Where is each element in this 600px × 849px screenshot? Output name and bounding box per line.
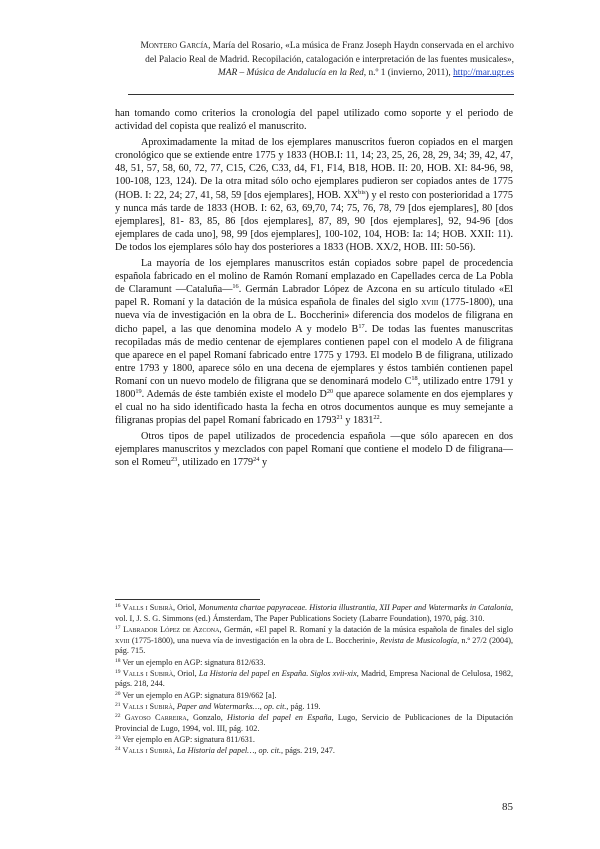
footnotes <box>115 603 513 757</box>
footnote-author: Gayoso Carreira <box>124 713 187 723</box>
footnote-text: , pág. 119. <box>286 701 321 711</box>
paragraph-2-text-cont: ) y el resto con posterioridad a 1775 y nunca más tarde de 1833 (HOB. I: 62, 63, 69,70, 74; 75, 76, 78, 79 [dos ejemplares], 80 [dos ejemplares], 81- 83, 85, 86 [dos ejemplares], 87, 89, 90 [dos ejemplares], 92, 94-96 [dos ejemplares de cada uno], 98, 99 [dos ejemplares], 100-102, 104, HOB: Ia: 14; HOB. XXII: 11). De todos los ejemplares sólo hay dos posteriores a 1833 (HOB. XX/2, HOB. III: 50-56). <box>115 189 513 253</box>
footnote-number: 21 <box>115 701 121 708</box>
footnote-text: , vol. I, J. S. G. Simmons (ed.) Ámsterdam, The Paper Publications Society (Labarre Foundation), 1970, pág. 310. <box>115 603 513 623</box>
paragraph-3-text: , utilizado entre 1791 y 1800 <box>115 375 513 400</box>
century-numeral: xviii <box>115 635 130 645</box>
footnote-number: 20 <box>115 690 121 697</box>
footnote-number: 17 <box>115 624 121 631</box>
footnote-text: Ver un ejemplo en AGP: signatura 819/662 [a]. <box>122 690 277 700</box>
header-divider <box>128 94 514 95</box>
footnote-text: , <box>172 746 177 756</box>
paragraph-2-text: Aproximadamente la mitad de los ejemplares manuscritos fueron copiados en el margen cronológico que se extiende entre 1775 y 1833 (HOB.I: 11, 14; 23, 25, 26, 28, 29, 34; 39, 42, 47, 48, 51, 57, 58, 60, 72, 77, C15, C26, C33, d4, F1, F14, B18, HOB. II: 20, HOB. XI: 84-96, 98, 100-108, 123, 124). De la otra mitad sólo ocho ejemplares pudieron ser copiados antes de 1775 (HOB. I: 22, 24; 27, 41, 58, 59 [dos ejemplares], HOB. XX <box>115 137 513 201</box>
footnote-text: , Germán, «El papel R. Romaní y la datación de la música española de finales del siglo <box>219 624 514 634</box>
paragraph-3-text: y 1831 <box>342 415 374 427</box>
paragraph-2 <box>115 136 513 254</box>
paragraph-3-text: La mayoría de los ejemplares manuscritos están copiados sobre papel de procedencia española fabricado en el molino de Ramón Romaní emplazado en Capellades cerca de La Pobla de Claramunt —Cataluña— <box>115 258 513 296</box>
footnote-ref-22[interactable]: 22 <box>373 414 380 422</box>
footnote-title: Paper and Watermarks…, op. cit. <box>176 701 287 711</box>
footnote-22 <box>115 713 513 734</box>
footnote-text: Ver un ejemplo en AGP: signatura 812/633. <box>122 657 266 667</box>
paragraph-3 <box>115 257 513 427</box>
footnote-18 <box>115 658 513 669</box>
footnote-author: Valls i Subirà <box>122 668 174 678</box>
footnote-text: , Gonzalo, <box>186 713 228 723</box>
page-number: 85 <box>502 801 513 813</box>
footnote-21 <box>115 702 513 713</box>
footnote-text: , Oriol, <box>172 603 199 612</box>
paragraph-3-text: . Además de éste también existe el modelo D <box>141 388 327 400</box>
footnote-number: 23 <box>115 734 121 741</box>
paragraph-3-text: . <box>379 415 383 427</box>
paragraph-3-text: (1775-1800), una nueva vía de investigación en la obra de L. Boccherini» diferencia dos modelos de filigrana en dicho papel, a las que denomina modelo A y modelo B <box>115 297 513 335</box>
header-citation: , María del Rosario, «La música de Franz Joseph Haydn conservada en el archivo del Palacio Real de Madrid. Recopilación, catalogación e interpretación de las fuentes musicales», <box>145 41 514 65</box>
footnote-ref-24[interactable]: 24 <box>253 456 260 464</box>
footnote-text: (1775-1800), una nueva vía de investigación en la obra de L. Boccherini», <box>129 635 380 645</box>
footnote-20 <box>115 691 513 702</box>
footnote-ref-21[interactable]: 21 <box>336 414 343 422</box>
footnote-23 <box>115 735 513 746</box>
footnote-title: Monumenta chartae papyraceae. Historia illustrantia, XII Paper and Watermarks in Catalonia <box>198 603 511 612</box>
footnote-text: , n.º 27/2 (2004), pág. 715. <box>115 635 513 656</box>
footnote-17 <box>115 625 513 657</box>
paragraph-3-text: . De todas las fuentes manuscritas recopiladas más de medio centenar de ejemplares contienen papel con el modelo A de filigrana que aparece en el papel Romaní fabricado entre 1775 y 1793. El modelo B de filigrana, utilizado entre 1793 y 1800, aparece sólo en una decena de ejemplares y éstos también contienen papel Romaní con un nuevo modelo de filigrana que se denominará modelo C <box>115 323 513 387</box>
paragraph-1: han tomando como criterios la cronología del papel utilizado como soporte y el periodo de actividad del copista que realizó el manuscrito. <box>115 108 513 133</box>
footnote-number: 18 <box>115 657 121 664</box>
footnote-24 <box>115 746 513 757</box>
footnote-ref-16[interactable]: 16 <box>232 283 239 291</box>
footnote-ref-20[interactable]: 20 <box>326 387 334 395</box>
header-issue: , n.º 1 (invierno, 2011), <box>363 68 454 79</box>
footnote-author: Labrador López de Azcona <box>123 624 220 634</box>
footnote-title: Historia del papel en España <box>227 713 332 723</box>
footnote-ref-23[interactable]: 23 <box>171 456 178 464</box>
paragraph-4 <box>115 430 513 469</box>
footnote-text: , Madrid, Empresa Nacional de Celulosa, 1982, págs. 218, 244. <box>115 668 514 689</box>
footnote-title: La Historia del papel en España. Siglos xvii-xix <box>198 668 357 678</box>
paragraph-3-text: . Germán Labrador López de Azcona en su artículo titulado «El papel R. Romaní y la datación de la música española de finales del siglo <box>115 284 513 309</box>
paragraph-3-text: que aparece solamente en dos ejemplares y el cual no ha sido identificado hasta la fecha en otros documentos aunque es muy semejante a filigranas propias del papel Romaní fabricado en 1793 <box>115 388 514 427</box>
footnote-ref-19[interactable]: 19 <box>135 387 142 395</box>
footnote-text: , Lugo, Servicio de Publicaciones de la Diputación Provincial de Lugo, 1994, vol. III, pág. 102. <box>115 713 514 733</box>
century-numeral: xviii <box>421 297 439 309</box>
superscript-bis: bis <box>358 188 366 196</box>
footnote-ref-18[interactable]: 18 <box>411 374 418 382</box>
footnote-19 <box>115 669 513 690</box>
body-text <box>115 107 513 473</box>
footnote-author: Valls i Subirà <box>122 746 173 756</box>
footnote-title: La Historia del papel…, op. cit. <box>176 746 282 756</box>
header-url-link[interactable]: http://mar.ugr.es <box>453 68 514 79</box>
footnote-divider <box>115 599 260 600</box>
running-header <box>128 40 514 81</box>
footnote-text: , Oriol, <box>173 668 199 678</box>
footnote-number: 22 <box>115 713 121 720</box>
footnote-number: 19 <box>115 668 121 675</box>
footnote-text: , <box>172 701 177 711</box>
footnote-16 <box>115 603 513 624</box>
paragraph-4-text: y <box>259 457 268 469</box>
footnote-ref-17[interactable]: 17 <box>358 322 365 330</box>
paragraph-4-text: , utilizado en 1779 <box>177 457 254 469</box>
footnote-text: , págs. 219, 247. <box>281 746 335 756</box>
footnote-number: 24 <box>115 746 121 753</box>
header-journal: MAR – Música de Andalucía en la Red <box>217 68 364 79</box>
footnote-author: Valls i Subirà <box>122 701 173 711</box>
footnote-author: Valls i Subirà <box>122 603 173 612</box>
paragraph-4-text: Otros tipos de papel utilizados de procedencia española —que sólo aparecen en dos ejemplares manuscritos y mezclados con papel Romaní que contiene el modelo D de filigrana— son el Romeu <box>115 431 513 469</box>
footnote-text: Ver ejemplo en AGP: signatura 811/631. <box>122 734 255 744</box>
footnote-title: Revista de Musicología <box>379 635 458 645</box>
footnote-number: 16 <box>115 603 121 609</box>
header-author: Montero García <box>140 41 209 51</box>
